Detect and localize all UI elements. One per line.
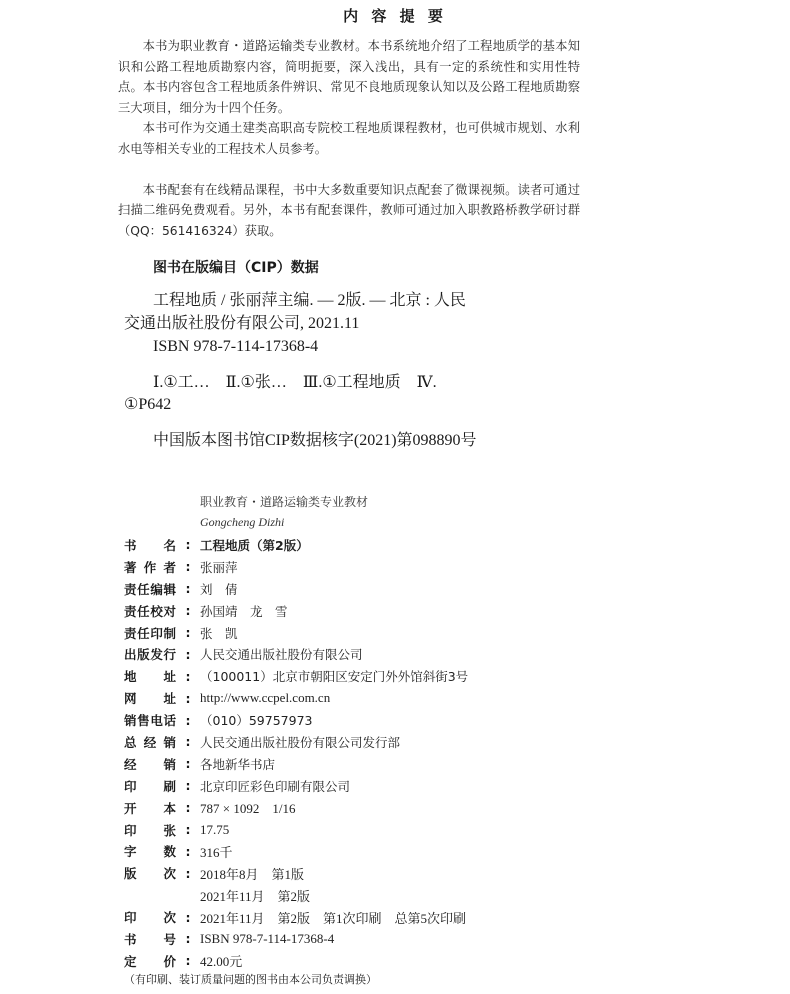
row-print-manager: 责任印制 : 张 凯 <box>124 625 238 641</box>
row-proofreader: 责任校对 : 孙国靖 龙 雪 <box>124 603 288 619</box>
row-label: 责任编辑 <box>124 581 176 597</box>
row-value: 人民交通出版社股份有限公司发行部 <box>200 734 401 750</box>
row-value: 各地新华书店 <box>200 756 276 772</box>
row-label: 著作者 <box>124 559 176 575</box>
cip-line-1: 工程地质 / 张丽萍主编. — 2版. — 北京 : 人民 <box>153 292 466 309</box>
row-general-distributor: 总经销 : 人民交通出版社股份有限公司发行部 <box>124 734 401 750</box>
row-value: （100011）北京市朝阳区安定门外外馆斜街3号 <box>200 669 469 685</box>
row-label: 责任校对 <box>124 603 176 619</box>
cip-line-2: 交通出版社股份有限公司, 2021.11 <box>124 315 360 332</box>
row-value: 42.00元 <box>200 954 243 970</box>
row-value: 张 凯 <box>200 625 238 641</box>
summary-paragraph: 本书可作为交通土建类高职高专院校工程地质课程教材，也可供城市规划、水利水电等相关专业的工程技术人员参考。 <box>118 121 580 156</box>
cip-record-number: 中国版本图书馆CIP数据核字(2021)第098890号 <box>153 432 477 449</box>
row-value: 北京印匠彩色印刷有限公司 <box>200 778 351 794</box>
summary-paragraph: 本书为职业教育・道路运输类专业教材。本书系统地介绍了工程地质学的基本知识和公路工程地质勘察内容，简明扼要，深入浅出，具有一定的系统性和实用性特点。本书内容包含工程地质条件辨识、常见不良地质现象认知以及公路工程地质勘察三大项目，细分为十四个任务。 <box>118 39 580 115</box>
row-value: 17.75 <box>200 821 230 837</box>
row-label: 经销 <box>124 756 176 772</box>
row-distributor: 经销 : 各地新华书店 <box>124 756 276 772</box>
row-label: 定价 <box>124 953 176 969</box>
row-price: 定价 : 42.00元 <box>124 953 243 970</box>
row-label: 开本 <box>124 800 176 816</box>
summary-title: 内 容 提 要 <box>343 7 447 25</box>
summary-text <box>118 36 580 241</box>
row-value: 刘 倩 <box>200 581 238 597</box>
row-label: 网址 <box>124 691 176 707</box>
cip-classification: Ⅰ.①工… Ⅱ.①张… Ⅲ.①工程地质 Ⅳ. <box>153 374 437 391</box>
row-label: 销售电话 <box>124 713 176 729</box>
row-sheets: 印张 : 17.75 <box>124 821 230 838</box>
cip-heading: 图书在版编目（CIP）数据 <box>153 260 319 276</box>
row-label: 书名 <box>124 537 176 553</box>
row-label: 责任印制 <box>124 625 176 641</box>
row-value: 孙国靖 龙 雪 <box>200 603 288 619</box>
row-website: 网址 : http://www.ccpel.com.cn <box>124 690 331 707</box>
row-label: 版次 <box>124 866 176 882</box>
row-printer: 印刷 : 北京印匠彩色印刷有限公司 <box>124 778 351 794</box>
row-isbn: 书号 : ISBN 978-7-114-17368-4 <box>124 930 335 947</box>
cip-classification-cont: ①P642 <box>124 396 172 413</box>
book-title-pinyin: Gongcheng Dizhi <box>200 515 285 529</box>
row-label: 书号 <box>124 931 176 947</box>
quality-notice: （有印刷、装订质量问题的图书由本公司负责调换） <box>124 973 377 986</box>
row-edition: 版次 : 2018年8月 第1版 <box>124 865 305 882</box>
row-word-count: 字数 : 316千 <box>124 843 233 860</box>
cip-isbn: ISBN 978-7-114-17368-4 <box>153 338 319 355</box>
row-editor: 责任编辑 : 刘 倩 <box>124 581 238 597</box>
row-value: ISBN 978-7-114-17368-4 <box>200 930 335 946</box>
row-label: 出版发行 <box>124 647 176 663</box>
row-author: 著作者 : 张丽萍 <box>124 559 238 575</box>
row-value: 316千 <box>200 844 233 860</box>
row-label: 印张 <box>124 822 176 838</box>
row-edition-cont <box>124 884 764 906</box>
row-sales-phone: 销售电话 : （010）59757973 <box>124 712 313 729</box>
row-label: 印次 <box>124 910 176 926</box>
row-value: 工程地质（第2版） <box>200 537 309 553</box>
row-value: 2021年11月 第2版 <box>200 888 311 904</box>
row-publisher: 出版发行 : 人民交通出版社股份有限公司 <box>124 646 363 663</box>
series-name: 职业教育・道路运输类专业教材 <box>200 495 369 509</box>
row-format: 开本 : 787 × 1092 1/16 <box>124 800 296 817</box>
row-value: 人民交通出版社股份有限公司 <box>200 647 363 663</box>
row-impression: 印次 : 2021年11月 第2版 第1次印刷 总第5次印刷 <box>124 909 467 926</box>
row-value: 787 × 1092 1/16 <box>200 801 296 817</box>
summary-paragraph: 本书配套有在线精品课程，书中大多数重要知识点配套了微课视频。读者可通过扫描二维码免费观看。另外，本书有配套课件，教师可通过加入职教路桥教学研讨群（QQ：561416324）获取。 <box>118 182 580 238</box>
row-label: 字数 <box>124 844 176 860</box>
row-label: 总经销 <box>124 734 176 750</box>
row-value: 2018年8月 第1版 <box>200 866 305 882</box>
row-label: 地址 <box>124 669 176 685</box>
row-value: 张丽萍 <box>200 559 238 575</box>
copyright-table <box>124 534 764 972</box>
row-value: 2021年11月 第2版 第1次印刷 总第5次印刷 <box>200 910 467 926</box>
row-value: （010）59757973 <box>200 713 313 729</box>
row-address: 地址 : （100011）北京市朝阳区安定门外外馆斜街3号 <box>124 668 469 685</box>
row-label: 印刷 <box>124 778 176 794</box>
row-value: http://www.ccpel.com.cn <box>200 690 331 706</box>
row-book-title: 书名 : 工程地质（第2版） <box>124 537 309 553</box>
